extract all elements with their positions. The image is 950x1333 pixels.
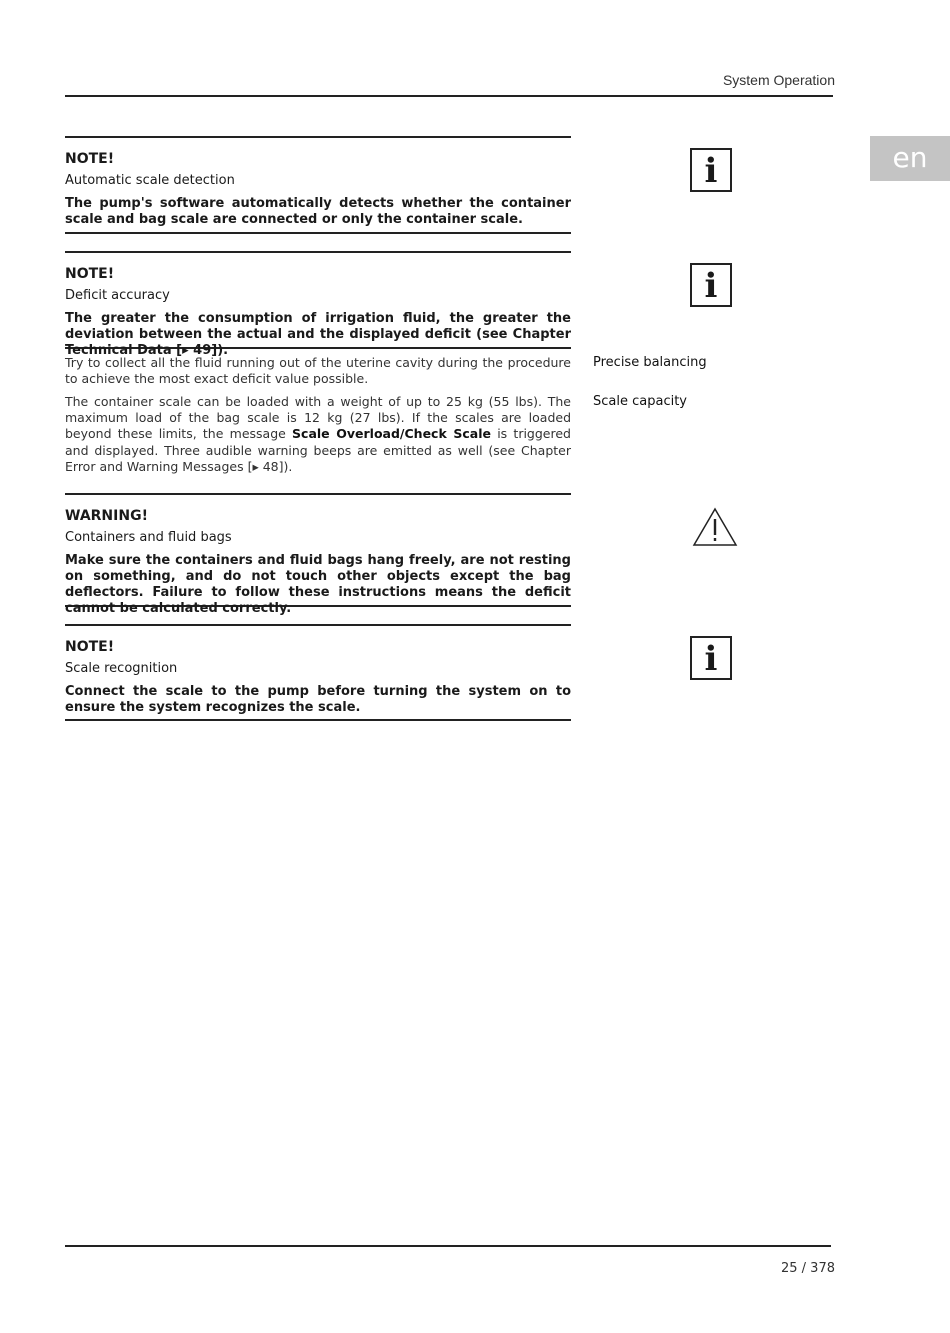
info-icon	[690, 263, 732, 307]
warning-triangle-icon	[692, 507, 738, 547]
info-glyph: i	[704, 639, 718, 679]
notice-text: The pump's software automatically detects whether the container scale and bag scale are connected or only the container scale.	[65, 196, 571, 227]
scale-capacity-text-1: The container scale can be loaded with a weight of up to 25 kg (55 lbs). The maximum load of the bag scale is 12 kg (27 lbs). If the scales are loaded beyond these limits, the message	[65, 394, 571, 442]
scale-overload-message: Scale Overload/Check Scale	[292, 426, 491, 442]
warning-subheading: Containers and fluid bags	[65, 530, 232, 545]
warning-containers-and-fluid-bags	[65, 493, 571, 616]
side-label-precise-balancing: Precise balancing	[593, 355, 707, 370]
notice-heading: NOTE!	[65, 639, 115, 655]
header-divider	[65, 95, 833, 97]
notice-subheading: Scale recognition	[65, 661, 178, 676]
notice-text: Connect the scale to the pump before turning the system on to ensure the system recognizes the scale.	[65, 684, 571, 715]
notice-automatic-scale-detection	[65, 136, 571, 234]
notice-subheading: Deficit accuracy	[65, 288, 170, 303]
language-tab: en	[870, 136, 950, 181]
side-label-scale-capacity: Scale capacity	[593, 394, 687, 409]
precise-balancing-paragraph: Try to collect all the fluid running out of the uterine cavity during the procedure to achieve the most exact deficit value possible.	[65, 355, 571, 387]
page-number: 25 / 378	[781, 1261, 835, 1276]
warning-text: Make sure the containers and fluid bags hang freely, are not resting on something, and do not touch other objects except the bag deflectors. Failure to follow these instructions means the deficit cannot be calculated correctly.	[65, 553, 571, 616]
info-glyph: i	[704, 151, 718, 191]
notice-subheading: Automatic scale detection	[65, 173, 235, 188]
scale-capacity-text-2: is triggered and displayed. Three audible warning beeps are emitted as well (see Chapter Error and Warning Messages [▸ 48]).	[65, 426, 571, 474]
header-title: System Operation	[722, 72, 835, 88]
info-icon	[690, 148, 732, 192]
info-icon	[690, 636, 732, 680]
warning-heading: WARNING!	[65, 508, 148, 524]
info-glyph: i	[704, 266, 718, 306]
footer-divider	[65, 1245, 831, 1247]
notice-text: The greater the consumption of irrigation fluid, the greater the deviation between the actual and the displayed deficit (see Chapter Technical Data [▸ 49]).	[65, 311, 571, 358]
notice-scale-recognition	[65, 624, 571, 721]
notice-heading: NOTE!	[65, 266, 115, 282]
notice-deficit-accuracy	[65, 251, 571, 358]
notice-heading: NOTE!	[65, 151, 115, 167]
scale-capacity-paragraph	[65, 394, 571, 475]
